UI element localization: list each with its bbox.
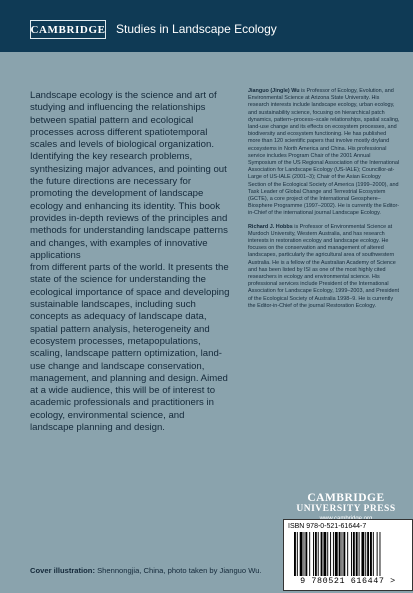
barcode-panel	[283, 519, 413, 591]
barcode-bar	[365, 532, 366, 576]
bio-wu	[248, 88, 400, 218]
series-title: Studies in Landscape Ecology	[116, 22, 277, 36]
barcode-bar	[339, 532, 341, 576]
barcode-bar	[305, 532, 307, 576]
barcode-bar	[367, 532, 369, 576]
bio-wu-text: is Professor of Ecology, Evolution, and Environmental Science at Arizona State University. His research interests include landscape ecology, urban ecology, and sustainability science, focusing on hierarchical patch dynamics, pattern–process–scale relationships, spatial scaling, land-use change and its effects on ecosystem processes, and biodiversity and ecosystem functioning. He has published more than 120 scientific papers that involve mostly dryland ecosystems in North America and China. His professional service includes Program Chair of the 2001 Annual Symposium of the US Regional Association of the International Association for Landscape Ecology (US-IALE); Councillor-at-Large of US-IALE (2001–3); Chair of the Asian Ecology Section of the Ecological Society of America (1999–2000), and Task Leader of Global Change and Terrestrial Ecosystem (GCTE), a core project of the International Geosphere–Biosphere Programme (1997–2002). He is currently the Editor-in-Chief of the international journal Landscape Ecology.	[248, 88, 400, 217]
barcode-bar	[304, 532, 305, 576]
barcode-digits: 9 780521 616447 >	[300, 576, 396, 586]
bio-hobbs-text: is Professor of Environmental Science at Murdoch University, Western Australia, and has research interests in restoration ecology and landscape ecology. He focuses on the conservation and management of altered landscapes, particularly the agricultural area of southwestern Australia. He is a fellow of the Australian Academy of Science and has been listed by ISI as one of the most highly cited researchers in ecology and environmental science. His professional services include President of the International Association for Landscape Ecology, 1999–2003, and President of the Ecological Society of Australia 1998–9. He is currently the Editor-in-Chief of the journal Restoration Ecology.	[248, 223, 400, 309]
barcode-bar	[373, 532, 374, 576]
bio-hobbs-name: Richard J. Hobbs	[248, 223, 293, 230]
barcode-bar	[361, 532, 364, 576]
logo-line-1: CAMBRIDGE	[307, 492, 385, 504]
barcode-bar	[309, 532, 310, 576]
bio-wu-name: Jianguo (Jingle) Wu	[248, 88, 300, 94]
barcode-bar	[294, 532, 296, 576]
barcode-bar	[380, 532, 381, 576]
barcode-icon	[288, 532, 408, 576]
barcode-bar	[323, 532, 326, 576]
barcode-bar	[370, 532, 372, 576]
cover-illustration-credit	[30, 566, 262, 576]
barcode-bar	[313, 532, 314, 576]
barcode-bar	[300, 532, 303, 576]
barcode-bar	[318, 532, 319, 576]
barcode-bar	[315, 532, 317, 576]
barcode-bar	[353, 532, 355, 576]
barcode-bar	[347, 532, 348, 576]
barcode-bar	[297, 532, 298, 576]
bio-hobbs	[248, 224, 400, 310]
description-paragraph-2: from different parts of the world. It presents the state of the science for understanding the ecological importance of space and developing sustainable landscapes, including such concepts as adequacy of landscape data, spatial pattern analysis, heterogeneity and ecosystem processes, metapopulations, scaling, landscape pattern optimization, land-use change and landscape conservation, management, and planning and design. Aimed at a wide audience, this will be of interest to academic professionals and practitioners in ecology, environmental science, and landscape planning and design.	[30, 262, 230, 434]
barcode-bar	[330, 532, 331, 576]
description-paragraph-1: Landscape ecology is the science and art of studying and influencing the relationships between spatial pattern and ecological processes across different spatiotemporal scales and levels of biological organization. Identifying the key research problems, synthesizing major advances, and pointing out the future directions are necessary for promoting the development of landscape ecology and enhancing its identity. This book provides in-depth reviews of the principles and methods for understanding landscape patterns and changes, with examples of innovative applications	[30, 90, 228, 261]
barcode-bar	[359, 532, 360, 576]
author-bios	[248, 88, 400, 316]
publisher-mark: CAMBRIDGE	[30, 20, 106, 39]
barcode-bar	[377, 532, 378, 576]
cover-credit-text: Shennongjia, China, photo taken by Jianguo Wu.	[94, 566, 262, 575]
barcode-bar	[343, 532, 345, 576]
logo-line-2: UNIVERSITY PRESS	[296, 504, 396, 514]
barcode-bar	[333, 532, 334, 576]
barcode-bar	[342, 532, 343, 576]
barcode-bar	[351, 532, 352, 576]
barcode-bar	[321, 532, 323, 576]
cover-credit-label: Cover illustration:	[30, 566, 95, 575]
barcode-bar	[327, 532, 328, 576]
barcode-bar	[356, 532, 358, 576]
barcode-bar	[335, 532, 338, 576]
isbn-text: ISBN 978-0-521-61644-7	[288, 523, 367, 530]
book-description	[30, 90, 230, 434]
header-bar	[0, 0, 413, 52]
